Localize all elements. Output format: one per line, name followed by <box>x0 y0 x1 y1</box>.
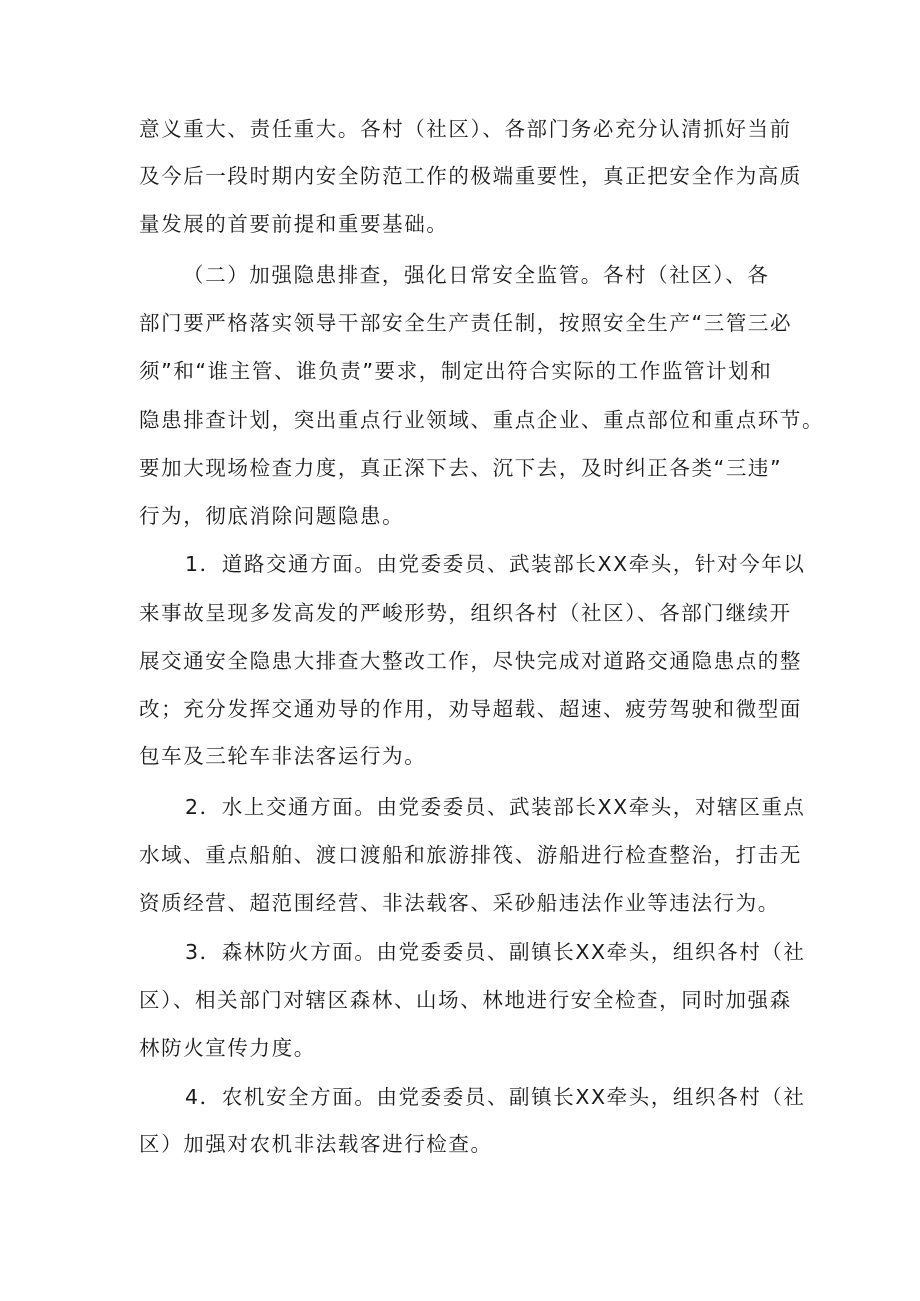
text-line: 林防火宣传力度。 <box>139 1036 316 1060</box>
item-4-line: 4．农机安全方面。由党委委员、副镇长XX牵头，组织各村（社 <box>185 1085 806 1109</box>
item-1-line: 1．道路交通方面。由党委委员、武装部长XX牵头，针对今年以 <box>185 552 806 576</box>
text-line: 量发展的首要前提和重要基础。 <box>139 212 449 236</box>
text-line: 改；充分发挥交通劝导的作用，劝导超载、超速、疲劳驾驶和微型面 <box>139 697 802 721</box>
text-line: 及今后一段时期内安全防范工作的极端重要性，真正把安全作为高质 <box>139 164 802 188</box>
text-line: 要加大现场检查力度，真正深下去、沉下去，及时纠正各类“三违” <box>139 456 783 480</box>
item-3-line: 3．森林防火方面。由党委委员、副镇长XX牵头，组织各村（社 <box>185 940 806 964</box>
text-line: 水域、重点船舶、渡口渡船和旅游排筏、游船进行检查整治，打击无 <box>139 843 802 867</box>
text-line: 须”和“谁主管、谁负责”要求，制定出符合实际的工作监管计划和 <box>139 359 773 383</box>
text-line: 隐患排查计划，突出重点行业领域、重点企业、重点部位和重点环节。 <box>139 408 825 432</box>
text-line: 意义重大、责任重大。各村（社区）、各部门务必充分认清抓好当前 <box>139 117 792 141</box>
text-line: 来事故呈现多发高发的严峻形势，组织各村（社区）、各部门继续开 <box>139 601 792 625</box>
text-line: 资质经营、超范围经营、非法载客、采砂船违法作业等违法行为。 <box>139 891 780 915</box>
text-line: 行为，彻底消除问题隐患。 <box>139 504 405 528</box>
section-heading-line: （二）加强隐患排查，强化日常安全监管。各村（社区）、各 <box>183 263 770 287</box>
text-line: 区）、相关部门对辖区森林、山场、林地进行安全检查，同时加强森 <box>139 988 792 1012</box>
text-line: 部门要严格落实领导干部安全生产责任制，按照安全生产“三管三必 <box>139 311 793 335</box>
item-2-line: 2．水上交通方面。由党委委员、武装部长XX牵头，对辖区重点 <box>185 795 806 819</box>
text-line: 区）加强对农机非法载客进行检查。 <box>139 1132 493 1156</box>
text-line: 展交通安全隐患大排查大整改工作，尽快完成对道路交通隐患点的整 <box>139 649 802 673</box>
text-line: 包车及三轮车非法客运行为。 <box>139 744 427 768</box>
